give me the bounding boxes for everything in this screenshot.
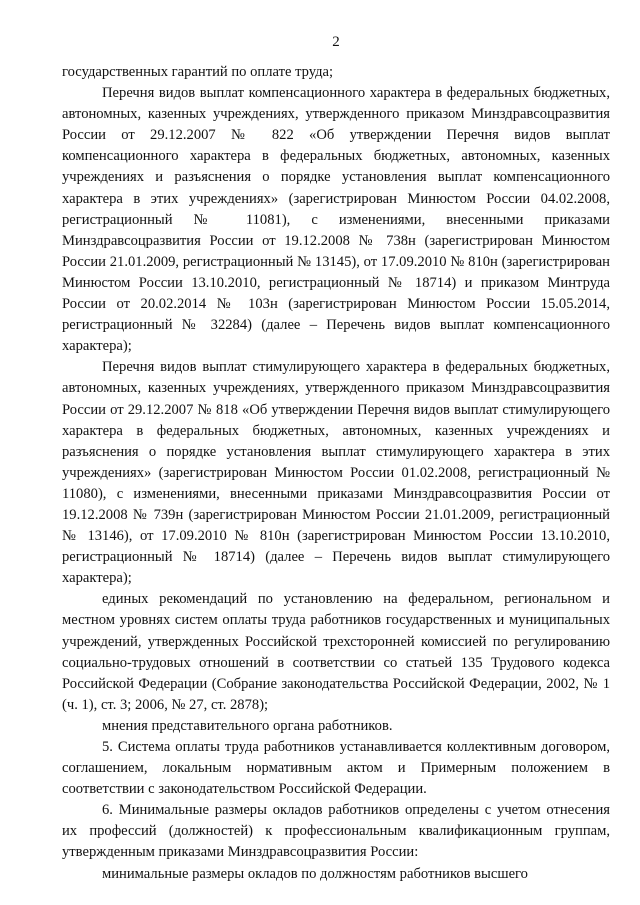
paragraph-1: государственных гарантий по оплате труда; (62, 64, 334, 80)
paragraph-4: единых рекомендаций по установлению на федеральном, региональном и местном уровнях систем оплаты труда работников государственных и муниципальных учреждений, утвержденных Российской трехсторонней комиссией по регулированию социально-трудовых отношений в соответствии со статьей 135 Трудового кодекса Российской Федерации (Собрание законодательства Российской Федерации, 2002, № 1 (ч. 1), ст. 3; 2006, № 27, ст. 2878); (62, 591, 610, 713)
paragraph-7: 6. Минимальные размеры окладов работников определены с учетом отнесения их профессий (должностей) к профессиональным квалификационным группам, утвержденным приказами Минздравсоцразвития России: (62, 802, 610, 861)
paragraph-5: мнения представительного органа работников. (102, 717, 393, 734)
paragraph-2: Перечня видов выплат компенсационного характера в федеральных бюджетных, автономных, казенных учреждениях, утвержденного приказом Минздравсоцразвития России от 29.12.2007 № 822 «Об утверждении Перечня видов выплат компенсационного характера в федеральных бюджетных, автономных, казенных учреждениях и разъяснения о порядке установления выплат компенсационного характера в этих учреждениях» (зарегистрирован Минюстом России 04.02.2008, регистрационный № 11081), с изменениями, внесенными приказами Минздравсоцразвития России от 19.12.2008 № 738н (зарегистрирован Минюстом России 21.01.2009, регистрационный № 13145), от 17.09.2010 № 810н (зарегистрирован Минюстом России 13.10.2010, регистрационный № 18714) и приказом Минтруда России от 20.02.2014 № 103н (зарегистрирован Минюстом России 15.05.2014, регистрационный № 32284) (далее – Перечень видов выплат компенсационного характера); (62, 85, 610, 355)
document-body (62, 62, 610, 885)
paragraph-6: 5. Система оплаты труда работников устанавливается коллективным договором, соглашением, локальным нормативным актом и Примерным положением в соответствии с законодательством Российской Федерации. (62, 739, 610, 798)
paragraph-3: Перечня видов выплат стимулирующего характера в федеральных бюджетных, автономных, казенных учреждениях, утвержденного приказом Минздравсоцразвития России от 29.12.2007 № 818 «Об утверждении Перечня видов выплат стимулирующего характера в федеральных бюджетных, автономных, казенных учреждениях и разъяснения о порядке установления выплат стимулирующего характера в этих учреждениях» (зарегистрирован Минюстом России 01.02.2008, регистрационный № 11080), с изменениями, внесенными приказами Минздравсоцразвития России от 19.12.2008 № 739н (зарегистрирован Минюстом России 21.01.2009, регистрационный № 13146), от 17.09.2010 № 810н (зарегистрирован Минюстом России 13.10.2010, регистрационный № 18714) (далее – Перечень видов выплат стимулирующего характера); (62, 359, 610, 587)
paragraph-8: минимальные размеры окладов по должностям работников высшего (102, 865, 528, 882)
page-number: 2 (332, 34, 340, 50)
